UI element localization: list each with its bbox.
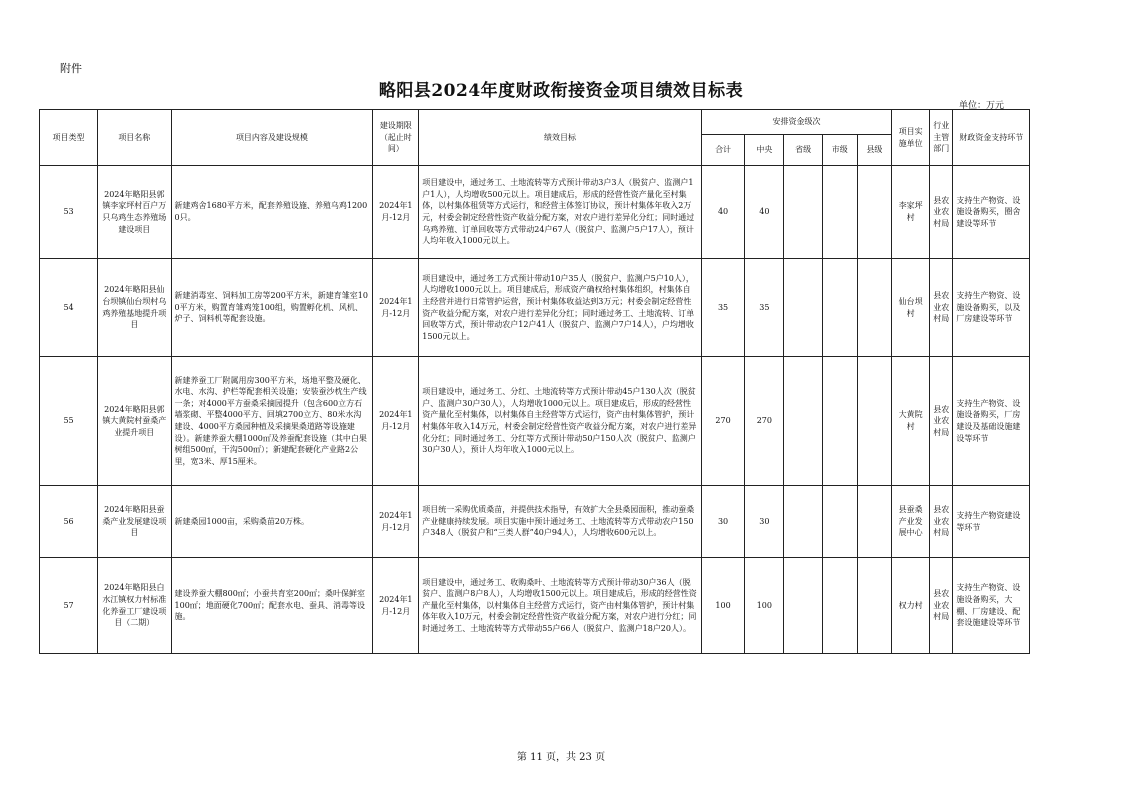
row-county	[857, 486, 892, 558]
row-province	[784, 558, 823, 654]
row-name: 2024年略阳县白水江镇权力村标准化养蚕工厂建设项目（二期）	[98, 558, 171, 654]
table-row	[40, 357, 1030, 486]
row-total: 30	[701, 486, 745, 558]
row-period: 2024年1月-12月	[373, 558, 419, 654]
header-central: 中央	[745, 135, 784, 166]
row-dept: 县农业农村局	[929, 486, 952, 558]
row-support: 支持生产物资、设施设备购买，以及厂房建设等环节	[953, 259, 1030, 357]
row-impl-unit: 仙台坝村	[892, 259, 930, 357]
header-city: 市级	[822, 135, 857, 166]
row-goal: 项目建设中，通过务工、土地流转等方式预计带动3户3人（脱贫户、监测户1户1人），人均增收500元以上。项目建成后，形成的经营性资产量化至村集体，以村集体租赁等方式运行，和经营主体签订协议，预计村集体年收入2万元，村委会制定经营性资产收益分配方案，对农户进行差异化分红；同时通过乌鸡养殖、订单回收等方式带动24户67人（脱贫户、监测户5户17人），预计人均年收入1000元以上。	[419, 166, 701, 259]
row-period: 2024年1月-12月	[373, 259, 419, 357]
header-name: 项目名称	[98, 110, 171, 166]
row-support: 支持生产物资、设施设备购买，圈舍建设等环节	[953, 166, 1030, 259]
attachment-label: 附件	[60, 62, 82, 75]
row-dept: 县农业农村局	[929, 558, 952, 654]
header-row-1	[40, 110, 1030, 135]
unit-label: 单位：万元	[959, 101, 1005, 111]
row-dept: 县农业农村局	[929, 259, 952, 357]
row-city	[822, 558, 857, 654]
row-name: 2024年略阳县蚕桑产业发展建设项目	[98, 486, 171, 558]
row-province	[784, 166, 823, 259]
row-no: 54	[40, 259, 98, 357]
row-central: 270	[745, 357, 784, 486]
header-dept: 行业主管部门	[929, 110, 952, 166]
row-name: 2024年略阳县仙台坝镇仙台坝村乌鸡养殖基地提升项目	[98, 259, 171, 357]
row-name: 2024年略阳县郭镇李家坪村百户万只乌鸡生态养殖场建设项目	[98, 166, 171, 259]
row-city	[822, 259, 857, 357]
row-name: 2024年略阳县郭镇大黄院村蚕桑产业提升项目	[98, 357, 171, 486]
header-total: 合计	[701, 135, 745, 166]
row-dept: 县农业农村局	[929, 166, 952, 259]
row-central: 30	[745, 486, 784, 558]
row-county	[857, 259, 892, 357]
row-province	[784, 486, 823, 558]
table-row	[40, 166, 1030, 259]
row-content: 新建鸡舍1680平方米，配套养殖设施、养殖乌鸡12000只。	[171, 166, 373, 259]
row-city	[822, 486, 857, 558]
header-type: 项目类型	[40, 110, 98, 166]
row-county	[857, 357, 892, 486]
row-central: 40	[745, 166, 784, 259]
performance-goals-table	[39, 109, 1030, 654]
row-province	[784, 259, 823, 357]
row-goal: 项目统一采购优质桑苗，并提供技术指导，有效扩大全县桑园面积，推动蚕桑产业健康持续发展。项目实施中预计通过务工、土地流转等方式带动农户150户348人（脱贫户和“三类人群”40户94人），人均增收600元以上。	[419, 486, 701, 558]
header-funds-group: 安排资金级次	[701, 110, 892, 135]
row-province	[784, 357, 823, 486]
header-province: 省级	[784, 135, 823, 166]
row-impl-unit: 大黄院村	[892, 357, 930, 486]
header-goal: 绩效目标	[419, 110, 701, 166]
row-period: 2024年1月-12月	[373, 486, 419, 558]
table-row	[40, 558, 1030, 654]
header-period: 建设期限（起止时间）	[373, 110, 419, 166]
row-content: 新建消毒室、饲料加工房等200平方米，新建育雏室100平方米，购置育雏鸡笼100组，购置孵化机、风机、炉子、饲料机等配套设施。	[171, 259, 373, 357]
row-support: 支持生产物资、设施设备购买，大棚、厂房建设、配套设施建设等环节	[953, 558, 1030, 654]
row-total: 40	[701, 166, 745, 259]
row-goal: 项目建设中，通过务工、收购桑叶、土地流转等方式预计带动30户36人（脱贫户、监测户8户8人），人均增收1500元以上。项目建成后，形成的经营性资产量化至村集体，以村集体自主经营方式运行，资产由村集体管护，预计村集体年收入10万元，村委会制定经营性资产收益分配方案，对农户进行分红；同时通过务工、土地流转等方式带动55户66人（脱贫户、监测户18户20人）。	[419, 558, 701, 654]
table-row	[40, 259, 1030, 357]
table-row	[40, 486, 1030, 558]
page-footer: 第 11 页，共 23 页	[516, 752, 606, 763]
row-county	[857, 558, 892, 654]
row-city	[822, 357, 857, 486]
page-title: 略阳县2024年度财政衔接资金项目绩效目标表	[378, 81, 744, 101]
row-city	[822, 166, 857, 259]
row-no: 56	[40, 486, 98, 558]
row-central: 35	[745, 259, 784, 357]
row-total: 35	[701, 259, 745, 357]
row-total: 100	[701, 558, 745, 654]
row-impl-unit: 李家坪村	[892, 166, 930, 259]
header-impl-unit: 项目实施单位	[892, 110, 930, 166]
header-content: 项目内容及建设规模	[171, 110, 373, 166]
row-goal: 项目建设中，通过务工、分红、土地流转等方式预计带动45户130人次（脱贫户、监测户30户30人），人均增收1000元以上。项目建成后，形成的经营性资产量化至村集体，以村集体自主经营等方式运行，资产由村集体管护，预计村集体年收入14万元，村委会制定经营性资产收益分配方案，对农户进行差异化分红；同时通过务工、分红等方式预计带动50户150人次（脱贫户、监测户30户30人），预计人均年收入1000元以上。	[419, 357, 701, 486]
row-dept: 县农业农村局	[929, 357, 952, 486]
row-central: 100	[745, 558, 784, 654]
header-county: 县级	[857, 135, 892, 166]
row-period: 2024年1月-12月	[373, 357, 419, 486]
row-period: 2024年1月-12月	[373, 166, 419, 259]
row-support: 支持生产物资建设等环节	[953, 486, 1030, 558]
row-county	[857, 166, 892, 259]
header-support: 财政资金支持环节	[953, 110, 1030, 166]
row-impl-unit: 县蚕桑产业发展中心	[892, 486, 930, 558]
row-support: 支持生产物资、设施设备购买，厂房建设及基础设施建设等环节	[953, 357, 1030, 486]
row-content: 新建养蚕工厂附属用房300平方米，场地平整及硬化、水电、水沟、护栏等配套相关设施；安装蚕沙枕生产线一条；对4000平方蚕桑采摘园提升（包含600立方石墙浆砌、平整4000平方、回填2700立方、80米水沟建设、4000平方桑园种植及采摘果桑道路等设施建设）。新建养蚕大棚1000㎡及养蚕配套设施（其中白果树组500㎡，干沟500㎡）；新建配套硬化产业路2公里，宽3米、厚15厘米。	[171, 357, 373, 486]
row-content: 新建桑园1000亩，采购桑苗20万株。	[171, 486, 373, 558]
row-content: 建设养蚕大棚800㎡；小蚕共育室200㎡；桑叶保鲜室100㎡；地面硬化700㎡；配套水电、蚕具、消毒等设施。	[171, 558, 373, 654]
row-no: 55	[40, 357, 98, 486]
row-no: 57	[40, 558, 98, 654]
row-total: 270	[701, 357, 745, 486]
row-goal: 项目建设中，通过务工方式预计带动10户35人（脱贫户、监测户5户10人），人均增收1000元以上。项目建成后，形成资产确权给村集体组织，村集体自主经营并进行日常管护运营，预计村集体收益达到3万元；村委会制定经营性资产收益分配方案，对农户进行差异化分红；同时通过务工、土地流转、订单回收等方式，预计带动农户12户41人（脱贫户、监测户7户14人），户均增收1500元以上。	[419, 259, 701, 357]
row-no: 53	[40, 166, 98, 259]
row-impl-unit: 权力村	[892, 558, 930, 654]
